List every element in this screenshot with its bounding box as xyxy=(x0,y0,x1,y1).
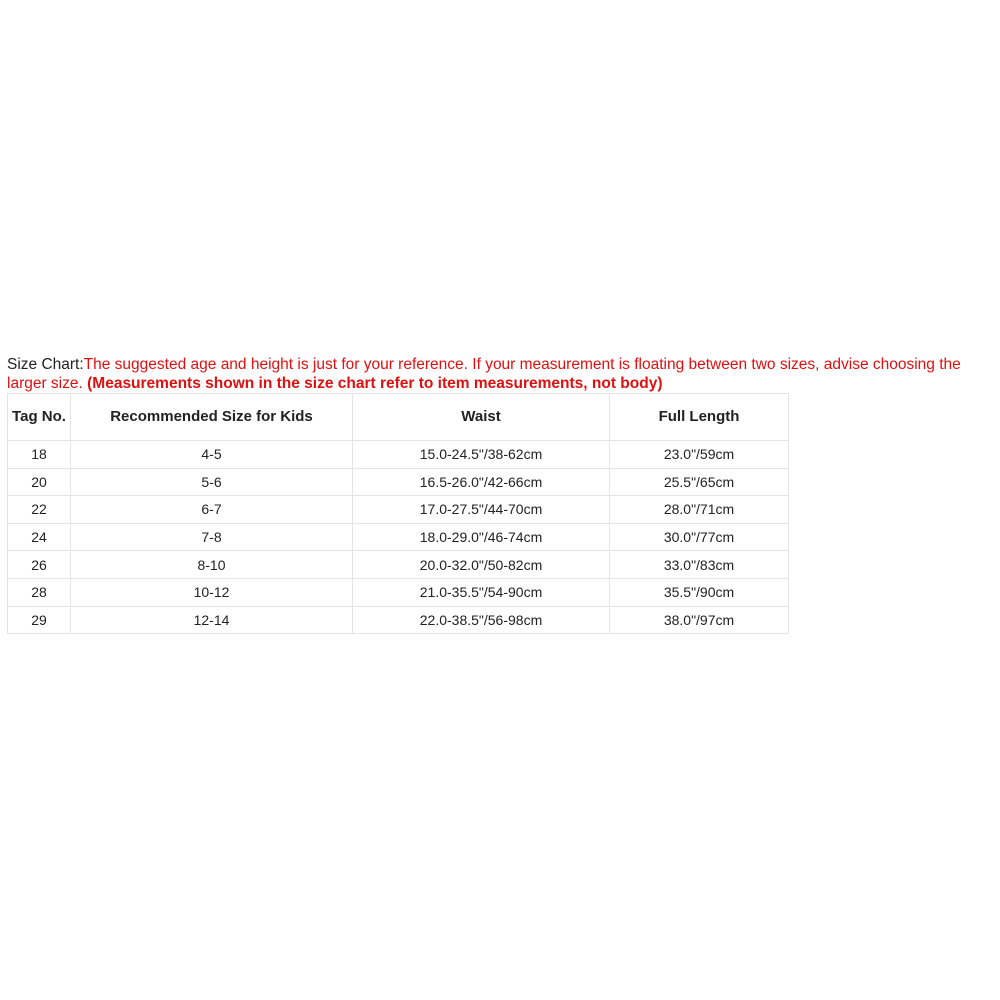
table-header-row xyxy=(8,394,789,441)
size-chart-intro xyxy=(7,356,987,393)
cell-tag-no: 26 xyxy=(8,551,71,579)
cell-waist: 22.0-38.5"/56-98cm xyxy=(353,606,610,634)
cell-recommended-size: 10-12 xyxy=(71,578,353,606)
size-table xyxy=(7,393,789,634)
cell-waist: 15.0-24.5"/38-62cm xyxy=(353,441,610,469)
cell-full-length: 30.0"/77cm xyxy=(610,523,789,551)
cell-tag-no: 18 xyxy=(8,441,71,469)
cell-waist: 20.0-32.0"/50-82cm xyxy=(353,551,610,579)
cell-full-length: 38.0"/97cm xyxy=(610,606,789,634)
table-row xyxy=(8,441,789,469)
size-chart-label: Size Chart: xyxy=(7,356,84,373)
cell-tag-no: 24 xyxy=(8,523,71,551)
cell-recommended-size: 7-8 xyxy=(71,523,353,551)
table-row xyxy=(8,523,789,551)
size-chart-bold-note: (Measurements shown in the size chart refer to item measurements, not body) xyxy=(87,374,663,392)
cell-waist: 18.0-29.0"/46-74cm xyxy=(353,523,610,551)
cell-tag-no: 28 xyxy=(8,578,71,606)
cell-full-length: 25.5"/65cm xyxy=(610,468,789,496)
cell-tag-no: 29 xyxy=(8,606,71,634)
table-row xyxy=(8,496,789,524)
header-tag-no: Tag No. xyxy=(8,394,71,441)
cell-recommended-size: 5-6 xyxy=(71,468,353,496)
cell-tag-no: 22 xyxy=(8,496,71,524)
cell-waist: 16.5-26.0"/42-66cm xyxy=(353,468,610,496)
header-full-length: Full Length xyxy=(610,394,789,441)
size-chart-note: The suggested age and height is just for your reference. If your measurement is floating between two sizes, advise choosing the larger size. xyxy=(7,356,961,392)
cell-full-length: 28.0"/71cm xyxy=(610,496,789,524)
table-row xyxy=(8,468,789,496)
table-row xyxy=(8,551,789,579)
cell-waist: 17.0-27.5"/44-70cm xyxy=(353,496,610,524)
cell-recommended-size: 8-10 xyxy=(71,551,353,579)
cell-waist: 21.0-35.5"/54-90cm xyxy=(353,578,610,606)
cell-full-length: 23.0"/59cm xyxy=(610,441,789,469)
header-waist: Waist xyxy=(353,394,610,441)
cell-tag-no: 20 xyxy=(8,468,71,496)
table-row xyxy=(8,606,789,634)
cell-recommended-size: 12-14 xyxy=(71,606,353,634)
cell-recommended-size: 4-5 xyxy=(71,441,353,469)
header-recommended-size: Recommended Size for Kids xyxy=(71,394,353,441)
cell-full-length: 35.5"/90cm xyxy=(610,578,789,606)
table-row xyxy=(8,578,789,606)
cell-recommended-size: 6-7 xyxy=(71,496,353,524)
cell-full-length: 33.0"/83cm xyxy=(610,551,789,579)
